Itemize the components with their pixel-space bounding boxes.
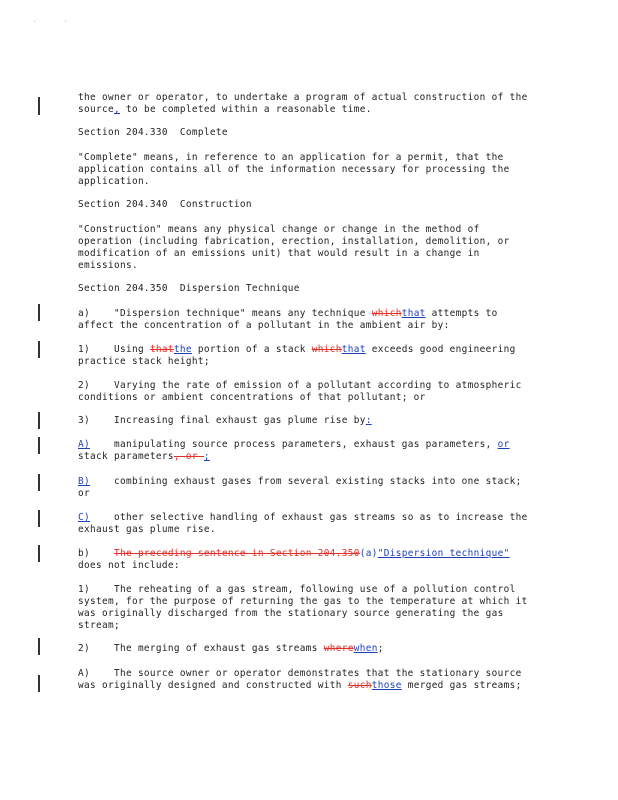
change-bar (38, 412, 40, 429)
definition-construction: "Construction" means any physical change or change in the method of operation (including fabrication, erection, installation, demolition, or modification of an emissions unit) that would result in a change in emissions. (78, 224, 516, 271)
section-heading-204-330: Section 204.330 Complete (78, 127, 228, 138)
exclusion-1: 1) The reheating of a gas stream, following use of a pollution control system, for the purpose of returning the gas to the temperature at which it was originally discharged from the stationary source generating the gas stream; (78, 584, 534, 631)
section-heading-204-350: Section 204.350 Dispersion Technique (78, 283, 300, 294)
change-bar (38, 638, 40, 655)
paragraph-continuation: the owner or operator, to undertake a program of actual construction of the source, to be completed within a reasonable time. (78, 92, 534, 115)
change-bar (38, 437, 40, 454)
change-bar (38, 474, 40, 491)
item-A: A) manipulating source process parameters, exhaust gas parameters, or stack parameters, or ; (78, 439, 516, 462)
definition-complete: "Complete" means, in reference to an application for a permit, that the application contains all of the information necessary for processing the application. (78, 152, 516, 187)
item-1: 1) Using thatthe portion of a stack whichthat exceeds good engineering practice stack height; (78, 344, 522, 367)
scan-mark: ' (64, 20, 68, 27)
subsection-b: b) The preceding sentence in Section 204.350(a)"Dispersion technique" does not include: (78, 548, 516, 571)
item-C: C) other selective handling of exhaust gas streams so as to increase the exhaust gas plume rise. (78, 512, 534, 535)
change-bar (38, 341, 40, 358)
change-bar (38, 510, 40, 527)
change-bar (38, 97, 40, 115)
section-heading-204-340: Section 204.340 Construction (78, 199, 252, 210)
item-B: B) combining exhaust gases from several existing stacks into one stack; or (78, 476, 528, 499)
scan-mark: ' (33, 20, 37, 27)
change-bar (38, 675, 40, 692)
exclusion-2: 2) The merging of exhaust gas streams wherewhen; (78, 643, 384, 654)
item-2: 2) Varying the rate of emission of a pollutant according to atmospheric conditions or ambient concentrations of that pollutant; or (78, 380, 528, 403)
subsection-a: a) "Dispersion technique" means any technique whichthat attempts to affect the concentration of a pollutant in the ambient air by: (78, 308, 504, 331)
item-3: 3) Increasing final exhaust gas plume rise by: (78, 415, 372, 426)
change-bar (38, 304, 40, 321)
change-bar (38, 545, 40, 562)
exclusion-2-A: A) The source owner or operator demonstrates that the stationary source was originally designed and constructed with suchthose merged gas streams; (78, 668, 528, 691)
